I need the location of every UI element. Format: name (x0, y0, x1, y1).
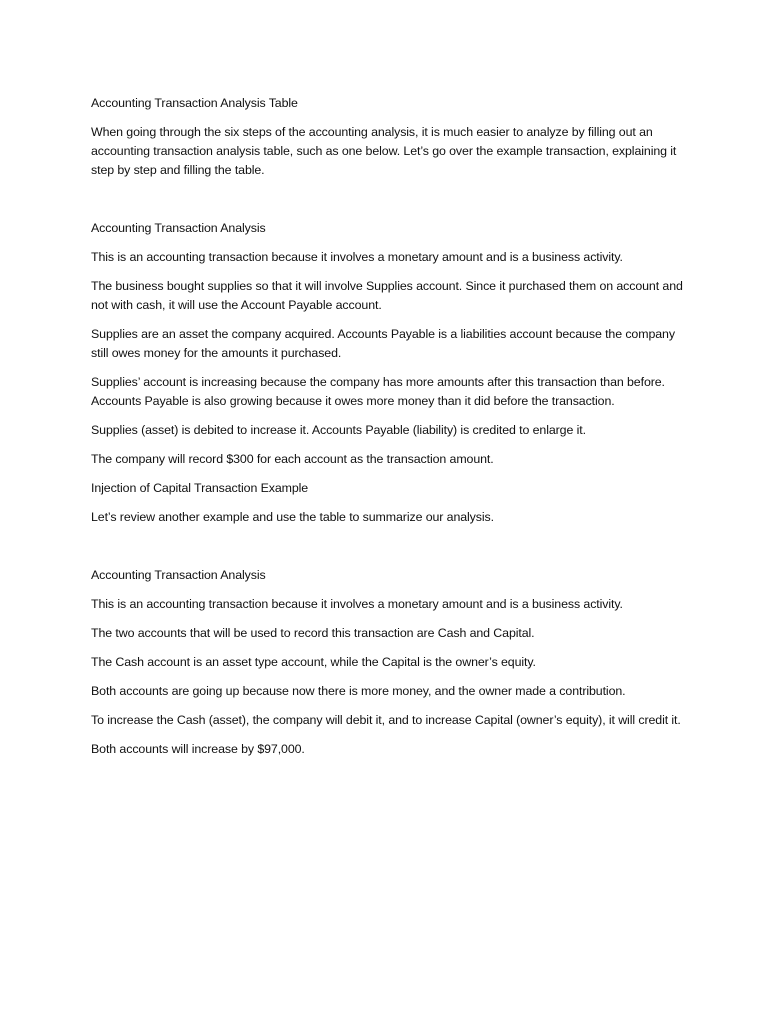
document-title: Accounting Transaction Analysis Table (91, 96, 298, 110)
section-heading: Accounting Transaction Analysis (91, 568, 266, 582)
body-paragraph: To increase the Cash (asset), the company will debit it, and to increase Capital (owner’s equity), it will credit it. (91, 713, 681, 727)
body-paragraph: The two accounts that will be used to record this transaction are Cash and Capital. (91, 626, 535, 640)
subsection-heading: Injection of Capital Transaction Example (91, 481, 309, 495)
body-paragraph: Both accounts will increase by $97,000. (91, 742, 305, 756)
body-paragraph: The company will record $300 for each account as the transaction amount. (91, 452, 494, 466)
section-spacer (91, 190, 691, 219)
body-paragraph: Supplies are an asset the company acquired. Accounts Payable is a liabilities account because the company still owes money for the amounts it purchased. (91, 327, 675, 360)
document-page (91, 94, 691, 769)
body-paragraph: The Cash account is an asset type account, while the Capital is the owner’s equity. (91, 655, 536, 669)
body-paragraph: This is an accounting transaction because it involves a monetary amount and is a business activity. (91, 597, 623, 611)
intro-paragraph: When going through the six steps of the accounting analysis, it is much easier to analyze by filling out an accounting transaction analysis table, such as one below. Let’s go over the example transaction, explaining it step by step and filling the table. (91, 125, 677, 177)
body-paragraph: Supplies’ account is increasing because the company has more amounts after this transaction than before. Accounts Payable is also growing because it owes more money than it did before the transaction. (91, 375, 665, 408)
body-paragraph: Supplies (asset) is debited to increase it. Accounts Payable (liability) is credited to enlarge it. (91, 423, 586, 437)
section-spacer (91, 537, 691, 566)
body-paragraph: Both accounts are going up because now there is more money, and the owner made a contribution. (91, 684, 626, 698)
section-heading: Accounting Transaction Analysis (91, 221, 266, 235)
body-paragraph: This is an accounting transaction because it involves a monetary amount and is a business activity. (91, 250, 623, 264)
body-paragraph: The business bought supplies so that it will involve Supplies account. Since it purchased them on account and not with cash, it will use the Account Payable account. (91, 279, 683, 312)
body-paragraph: Let’s review another example and use the table to summarize our analysis. (91, 510, 494, 524)
